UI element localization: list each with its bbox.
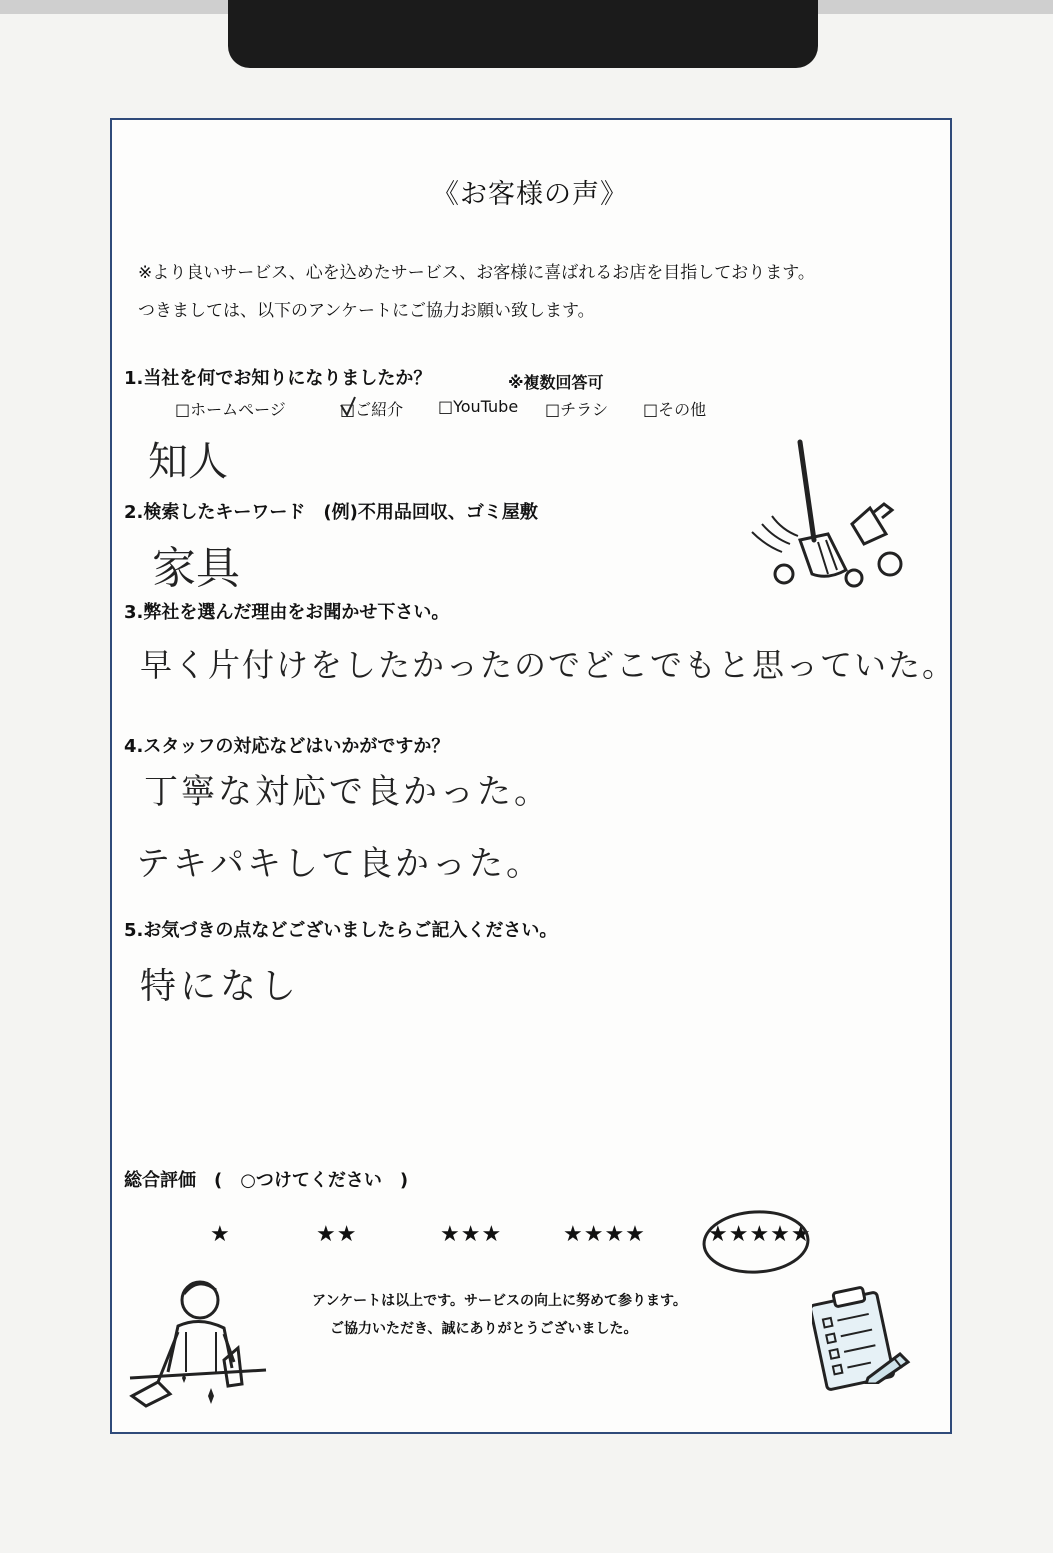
rating-4-stars[interactable]: ★★★★ — [563, 1222, 646, 1247]
rating-3-stars[interactable]: ★★★ — [440, 1222, 503, 1247]
closing-line-1: アンケートは以上です。サービスの向上に努めて参ります。 — [312, 1293, 687, 1309]
question-2-answer: 家具 — [152, 543, 240, 594]
checkmark-icon — [338, 395, 358, 419]
option-homepage[interactable]: □ホームページ — [175, 400, 286, 419]
dustpan-icon — [846, 500, 896, 550]
rating-circle-mark — [698, 1206, 818, 1282]
question-3-label: 3.弊社を選んだ理由をお聞かせ下さい。 — [124, 602, 450, 623]
question-5-answer: 特になし — [140, 966, 301, 1007]
question-2-label: 2.検索したキーワード (例)不用品回収、ゴミ屋敷 — [124, 502, 538, 523]
rating-1-star[interactable]: ★ — [210, 1222, 231, 1247]
option-other[interactable]: □その他 — [643, 400, 707, 419]
closing-line-2: ご協力いただき、誠にありがとうございました。 — [330, 1321, 638, 1337]
page-title: 《お客様の声》 — [432, 179, 628, 210]
question-5-label: 5.お気づきの点などございましたらご記入ください。 — [124, 920, 558, 941]
question-4-label: 4.スタッフの対応などはいかがですか？ — [124, 736, 450, 757]
rating-label: 総合評価 ( ○つけてください ) — [124, 1170, 409, 1191]
question-3-answer: 早く片付けをしたかったのでどこでもと思っていた。 — [140, 646, 957, 684]
question-1-answer: 知人 — [148, 439, 228, 485]
rating-5-stars[interactable]: ★★★★★ — [708, 1222, 812, 1247]
cleaning-worker-icon — [124, 1272, 274, 1420]
rating-2-stars[interactable]: ★★ — [316, 1222, 358, 1247]
question-1-note: ※複数回答可 — [508, 373, 604, 392]
option-flyer[interactable]: □チラシ — [545, 400, 609, 419]
intro-line-1: ※より良いサービス、心を込めたサービス、お客様に喜ばれるお店を目指しております。 — [138, 263, 815, 283]
intro-line-2: つきましては、以下のアンケートにご協力お願い致します。 — [138, 301, 595, 321]
question-4-answer-2: テキパキして良かった。 — [136, 844, 543, 884]
question-4-answer-1: 丁寧な対応で良かった。 — [144, 772, 551, 812]
question-1-label: 1.当社を何でお知りになりましたか？ — [124, 368, 432, 389]
option-referral[interactable]: □ご紹介 — [340, 400, 404, 419]
option-youtube[interactable]: □YouTube — [438, 397, 519, 416]
clipboard-clip — [228, 0, 818, 68]
pencil-icon — [864, 1346, 912, 1384]
